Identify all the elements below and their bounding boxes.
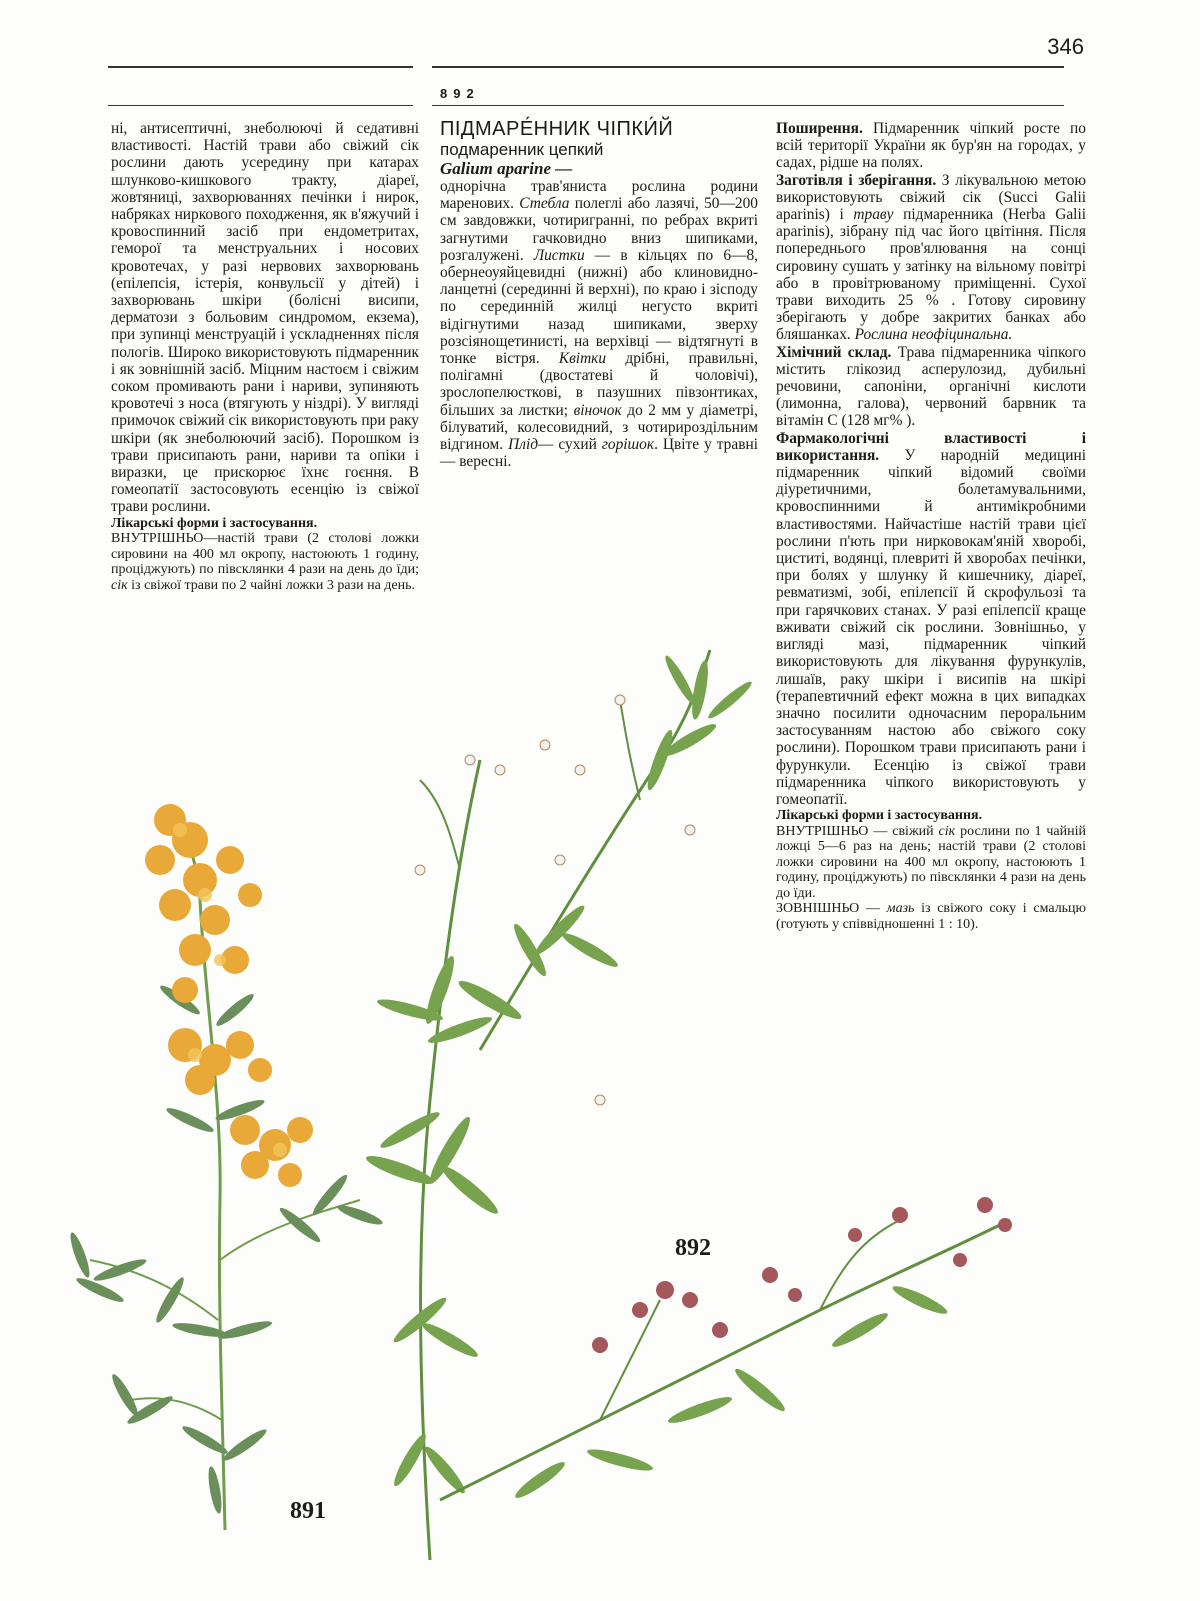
desc-fruit: — сухий (538, 436, 597, 454)
page-number: 346 (1047, 34, 1084, 59)
article-subtitle-russian: подмаренник цепкий (440, 140, 604, 159)
desc-leaves: — в кільцях по 6—8, обернеоуяйцевидні (нижні) або клиновидно-ланцетні (серединні й верхні), по краю і зісподу по серединній жилці негусто вкриті відігнутими назад шипиками, зверху розсіянощетинисті, на верхівці — відтягнуті в тонке вістря. (440, 246, 758, 368)
plant-892-green (364, 650, 1012, 1560)
article-code: 892 (440, 86, 480, 101)
text-chemistry: Трава підмаренника чіпкого містить глікозид асперулозид, дубильні речовини, сапоніни, органічні кислоти (лимонна, галова), червоний барвник та вітамін С (128 мг% ). (776, 343, 1086, 430)
text-forms-2: рослини по 1 чайній ложці 5—6 раз на день; настій трави (2 столові ложки сировини на 400 мл окропу, настоюють 1 годину, проціджують) по півсклянки 4 рази на день до їди. (776, 823, 1087, 901)
term-horishok: горішок (601, 436, 655, 454)
col1-body: ні, антисептичні, знеболюючі й седативні властивості. Настій трави або свіжий сік рослини дають усередину при катарах шлунково-кишкового тракту, діареї, жовтяниці, захворюваннях печінки і нирок, набряках ниркового походження, як в'яжучий і кровоспинний засіб при ендометритах, геморої та менструальних і носових кровотечах, у разі нервових захворювань (епілепсія, істерія, конвульсії у дітей) і захворювань шкіри (болісні висипи, дерматози з больовим синдромом, екзема), при зупинці менструацій і ускладненнях після пологів. Широко використовують підмаренник і як зовнішній засіб. Міцним настоєм і свіжим соком промивають рани і нариви, зупиняють кровотечі з носа (втягують у ніздрі). У вигляді примочок свіжий сік використовують при раку шкіри (як знеболюючий засіб). Порошком із трави присипають рани, нариви та опіки і виразки, це прискорює їхнє гоєння. В гомеопатії застосовують есенцію із свіжої трави рослини. (111, 120, 419, 516)
heading-pharmacology: Фармакологічні властивості і використання. (776, 429, 1086, 464)
desc-stems: полеглі або лазячі, 50—200 см завдовжки, чотиригранні, по ребрах вкриті загнутими гачковидно вниз шипиками, розгалужені. (440, 195, 758, 264)
text-harvest-1: З лікувальною метою використовують свіжий сік (Succi Galii aparinis) і (776, 171, 1086, 224)
desc-corolla: до 2 мм у діаметрі, білуватий, колесовидний, з чотирироздільним відгином. (440, 401, 758, 454)
desc-flowers: дрібні, правильні, полігамні (двостатеві й чоловічі), зрослопелюсткові, в пазушних півзонтиках, більших за листки; (440, 350, 758, 419)
figure-label-892: 892 (675, 1235, 711, 1261)
latin-name: Galium aparine — (440, 159, 573, 178)
figure-label-891: 891 (290, 1498, 326, 1524)
term-maz: мазь (886, 901, 915, 917)
heading-forms: Лікарські форми і застосування. (776, 808, 983, 824)
term-lystky: Листки (533, 246, 585, 264)
heading-chemistry: Хімічний склад. (776, 343, 892, 361)
heading-harvest: Заготівля і зберігання. (776, 171, 937, 189)
term-vinochok: віночок (573, 401, 622, 419)
col1-forms-dosage: із свіжої трави по 2 чайні ложки 3 рази на день. (131, 577, 415, 593)
article-title: ПІДМАРЕ́ННИК ЧІПКИ́Й (440, 118, 674, 140)
col1-forms-heading: Лікарські форми і застосування. (111, 515, 318, 531)
text-pharmacology: У народній медицині підмаренник чіпкий відомий своїми діуретичними, болетамувальними, кровоспинними й антимікробними властивостями. Найчастіше настій трави цієї рослини п'ють при нирковокам'яній хворобі, циститі, водянці, плевриті й хворобах печінки, при болях у шлунку й кишечнику, діареї, ревматизмі, зобі, епілепсії й скрофульозі та при гарячкових станах. У разі епілепсії краще вживати свіжий сік рослини. Зовнішньо, у вигляді мазі, підмаренник чіпкий використовують для лікування фурункулів, лишаїв, раку шкіри і висипів на шкірі (терапевтичний ефект можна в цих випадках значно посилити одночасним пероральним застосуванням настою або свіжого соку рослини). Порошком трави присипають рани і фурункули. Есенцію із свіжої трави підмаренника чіпкого використовують у гомеопатії. (776, 446, 1086, 808)
desc-bloom: . Цвіте у травні — вересні. (440, 436, 758, 471)
text-distribution: Підмаренник чіпкий росте по всій території України як бур'ян на городах, у садах, рідше на полях. (776, 120, 1086, 172)
term-travu: траву (853, 206, 894, 224)
term-plid: Плід (508, 436, 539, 454)
term-stebla: Стебла (519, 195, 570, 213)
heading-distribution: Поширення. (776, 120, 863, 137)
desc-intro: однорічна трав'яниста рослина родини маренових. (440, 178, 758, 213)
col1-forms-internal: ВНУТРІШНЬО—настій трави (2 столові ложки сировини на 400 мл окропу, настоюють 1 годину, проціджують) по півсклянки 4 рази на день до їди; (111, 531, 419, 578)
text-harvest-2: підмаренника (Herba Galii aparinis), зібрану під час його цвітіння. Після попереднього пров'ялювання на сонці сировину сушать у затінку на вільному повітрі або в провітрюваному приміщенні. Сухої трави виходить 25 % . Готову сировину зберігають у добре закритих банках або бляшанках. (776, 206, 1087, 344)
term-sik: сік (938, 823, 956, 839)
text-forms-4: із свіжого соку і смальцю (готують у співвідношенні 1 : 10). (776, 901, 1087, 932)
col1-forms-sik: сік (111, 577, 128, 593)
term-kvitky: Квітки (558, 350, 607, 368)
plant-891-yellow (67, 804, 384, 1530)
term-neofitsinalna: Рослина неофіцинальна. (854, 326, 1013, 344)
text-forms-3: ЗОВНІШНЬО — (776, 901, 880, 917)
text-forms-1: ВНУТРІШНЬО — свіжий (776, 823, 934, 839)
